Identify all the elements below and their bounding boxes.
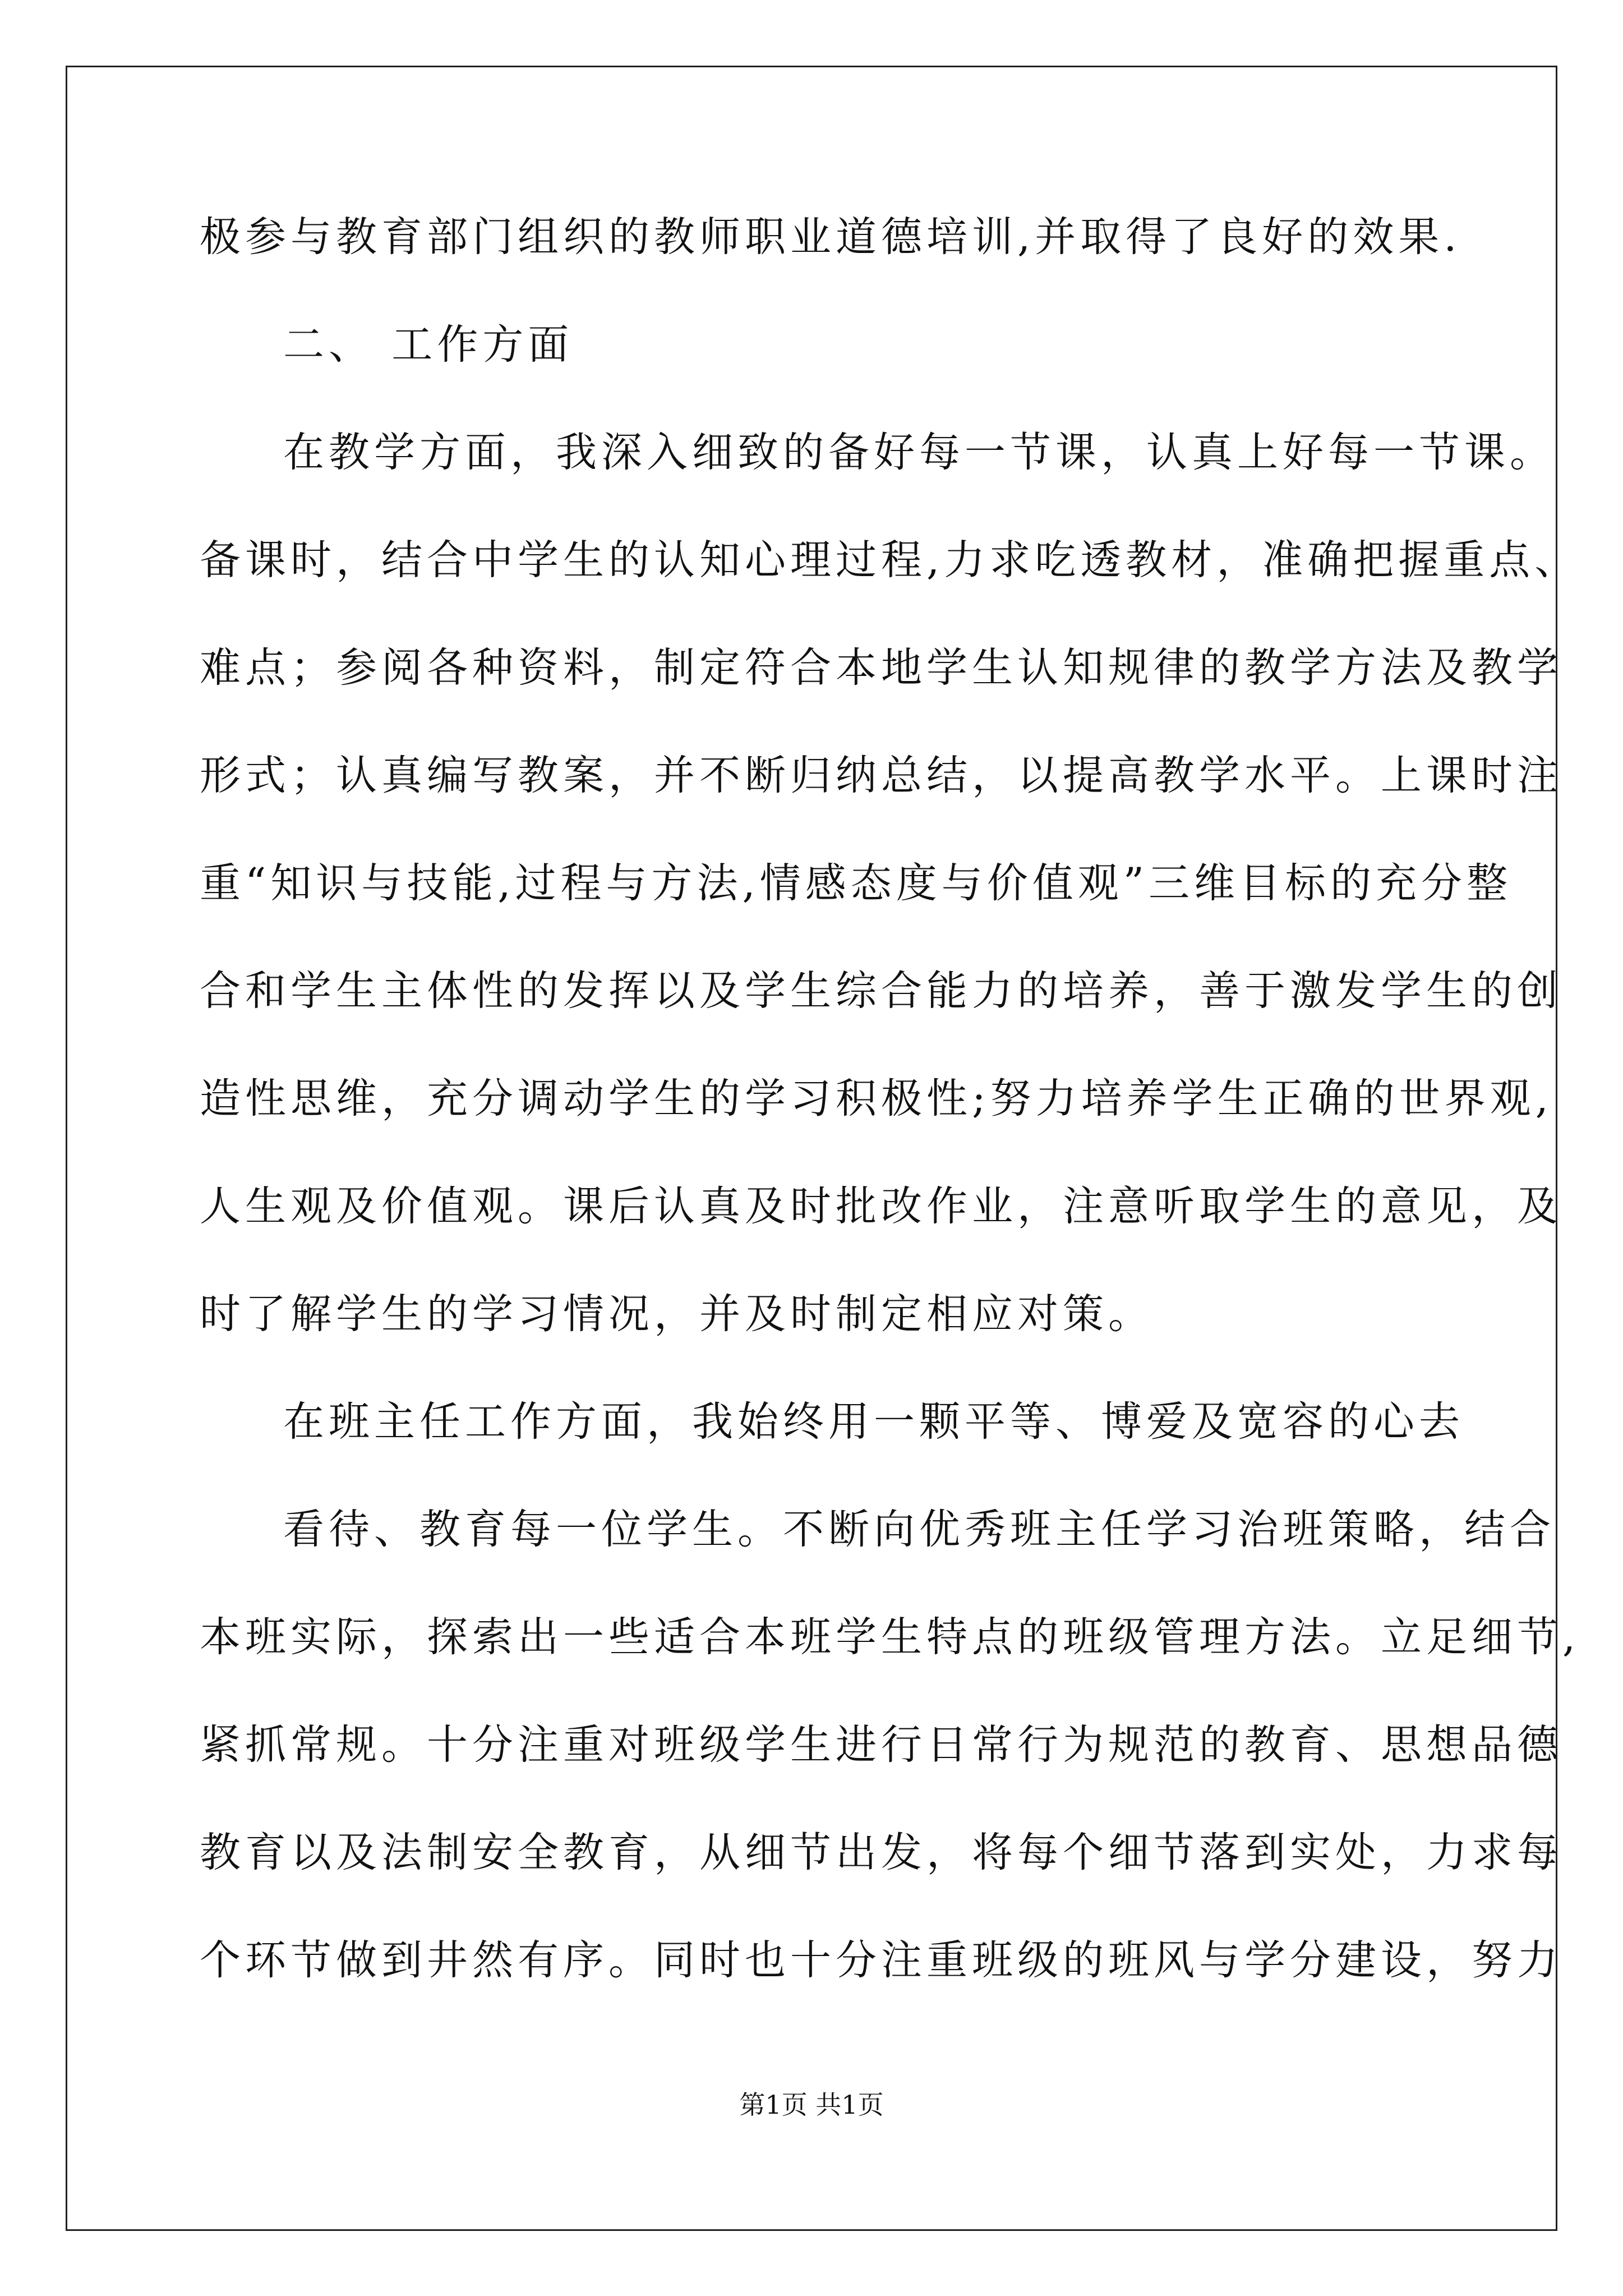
text-line-4: 备课时，结合中学生的认知心理过程,力求吃透教材，准确把握重点、 bbox=[200, 536, 1580, 584]
section-heading: 二、 工作方面 bbox=[283, 321, 574, 369]
text-line-17: 个环节做到井然有序。同时也十分注重班级的班风与学分建设，努力 bbox=[200, 1936, 1562, 1984]
text-line-12: 在班主任工作方面，我始终用一颗平等、博爱及宽容的心去 bbox=[283, 1398, 1464, 1446]
page-border bbox=[66, 66, 1557, 2231]
text-line-5: 难点；参阅各种资料，制定符合本地学生认知规律的教学方法及教学 bbox=[200, 644, 1562, 692]
text-line-7: 重“知识与技能,过程与方法,情感态度与价值观”三维目标的充分整 bbox=[200, 859, 1513, 907]
text-line-3: 在教学方面，我深入细致的备好每一节课，认真上好每一节课。 bbox=[283, 429, 1555, 476]
page-number-footer: 第1页 共1页 bbox=[739, 2090, 884, 2120]
text-line-10: 人生观及价值观。课后认真及时批改作业，注意听取学生的意见，及 bbox=[200, 1182, 1562, 1230]
text-line-8: 合和学生主体性的发挥以及学生综合能力的培养，善于激发学生的创 bbox=[200, 967, 1562, 1015]
text-line-6: 形式；认真编写教案，并不断归纳总结，以提高教学水平。上课时注 bbox=[200, 752, 1562, 799]
text-line-15: 紧抓常规。十分注重对班级学生进行日常行为规范的教育、思想品德 bbox=[200, 1721, 1562, 1769]
text-line-16: 教育以及法制安全教育，从细节出发，将每个细节落到实处，力求每 bbox=[200, 1829, 1562, 1876]
text-line-11: 时了解学生的学习情况，并及时制定相应对策。 bbox=[200, 1290, 1154, 1338]
text-line-1: 极参与教育部门组织的教师职业道德培训,并取得了良好的效果. bbox=[200, 213, 1461, 261]
text-line-9: 造性思维，充分调动学生的学习积极性;努力培养学生正确的世界观, bbox=[200, 1075, 1553, 1122]
text-line-13: 看待、教育每一位学生。不断向优秀班主任学习治班策略，结合 bbox=[283, 1506, 1555, 1553]
text-line-14: 本班实际，探索出一些适合本班学生特点的班级管理方法。立足细节, bbox=[200, 1613, 1580, 1661]
